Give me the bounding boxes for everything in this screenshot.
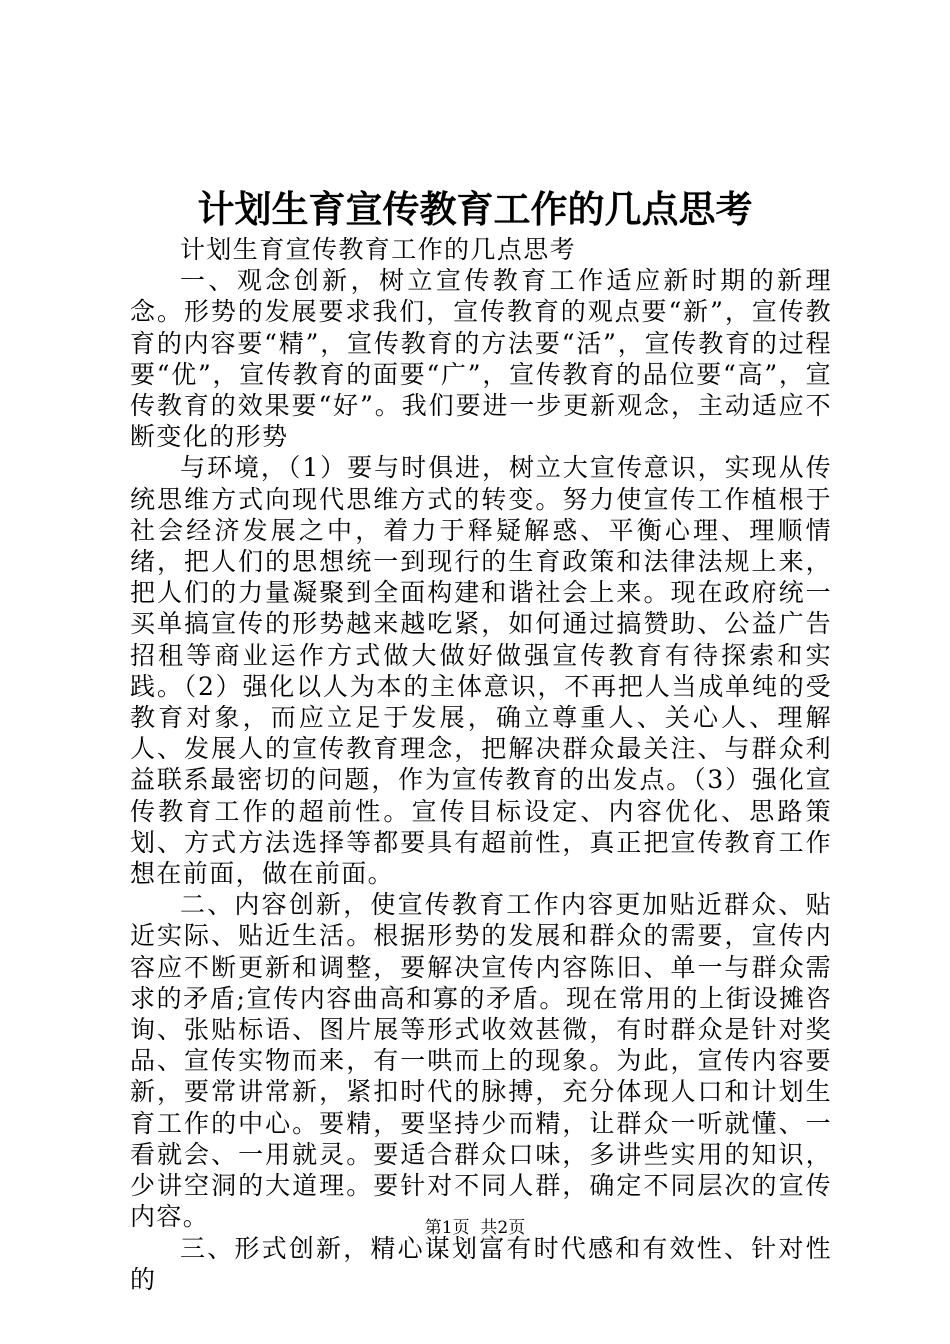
document-title: 计划生育宣传教育工作的几点思考: [197, 187, 753, 231]
body-paragraph-2: 与环境，（1）要与时俱进，树立大宣传意识，实现从传统思维方式向现代思维方式的转变。努力使宣传工作植根于社会经济发展之中，着力于释疑解惑、平衡心理、理顺情绪，把人们的思想统一到现行的生育政策和法律法规上来，把人们的力量凝聚到全面构建和谐社会上来。现在政府统一买单搞宣传的形势越来越吃紧，如何通过搞赞助、公益广告招租等商业运作方式做大做好做强宣传教育有待探索和实践。（2）强化以人为本的主体意识，不再把人当成单纯的受教育对象，而应立足于发展，确立尊重人、关心人、理解人、发展人的宣传教育理念，把解决群众最关注、与群众利益联系最密切的问题，作为宣传教育的出发点。（3）强化宣传教育工作的超前性。宣传目标设定、内容优化、思路策划、方式方法选择等都要具有超前性，真正把宣传教育工作想在前面，做在前面。: [130, 453, 832, 889]
body-paragraph-1: 一、观念创新，树立宣传教育工作适应新时期的新理念。形势的发展要求我们，宣传教育的观点要“新”，宣传教育的内容要“精”，宣传教育的方法要“活”，宣传教育的过程要“优”，宣传教育的面要“广”，宣传教育的品位要“高”，宣传教育的效果要“好”。我们要进一步更新观念，主动适应不断变化的形势: [130, 266, 832, 452]
page-number-label: 第1页 共2页: [424, 1218, 526, 1238]
body-paragraph-subtitle: 计划生育宣传教育工作的几点思考: [180, 235, 577, 264]
body-paragraph-4: 三、形式创新，精心谋划富有时代感和有效性、针对性的: [130, 1233, 832, 1294]
body-paragraph-3: 二、内容创新，使宣传教育工作内容更加贴近群众、贴近实际、贴近生活。根据形势的发展和群众的需要，宣传内容应不断更新和调整，要解决宣传内容陈旧、单一与群众需求的矛盾;宣传内容曲高和寡的矛盾。现在常用的上街设摊咨询、张贴标语、图片展等形式收效甚微，有时群众是针对奖品、宣传实物而来，有一哄而上的现象。为此，宣传内容要新，要常讲常新，紧扣时代的脉搏，充分体现人口和计划生育工作的中心。要精，要坚持少而精，让群众一听就懂、一看就会、一用就灵。要适合群众口味，多讲些实用的知识，少讲空洞的大道理。要针对不同人群，确定不同层次的宣传内容。: [130, 890, 832, 1232]
page-footer: [0, 1216, 950, 1240]
document-body: [130, 234, 832, 1295]
